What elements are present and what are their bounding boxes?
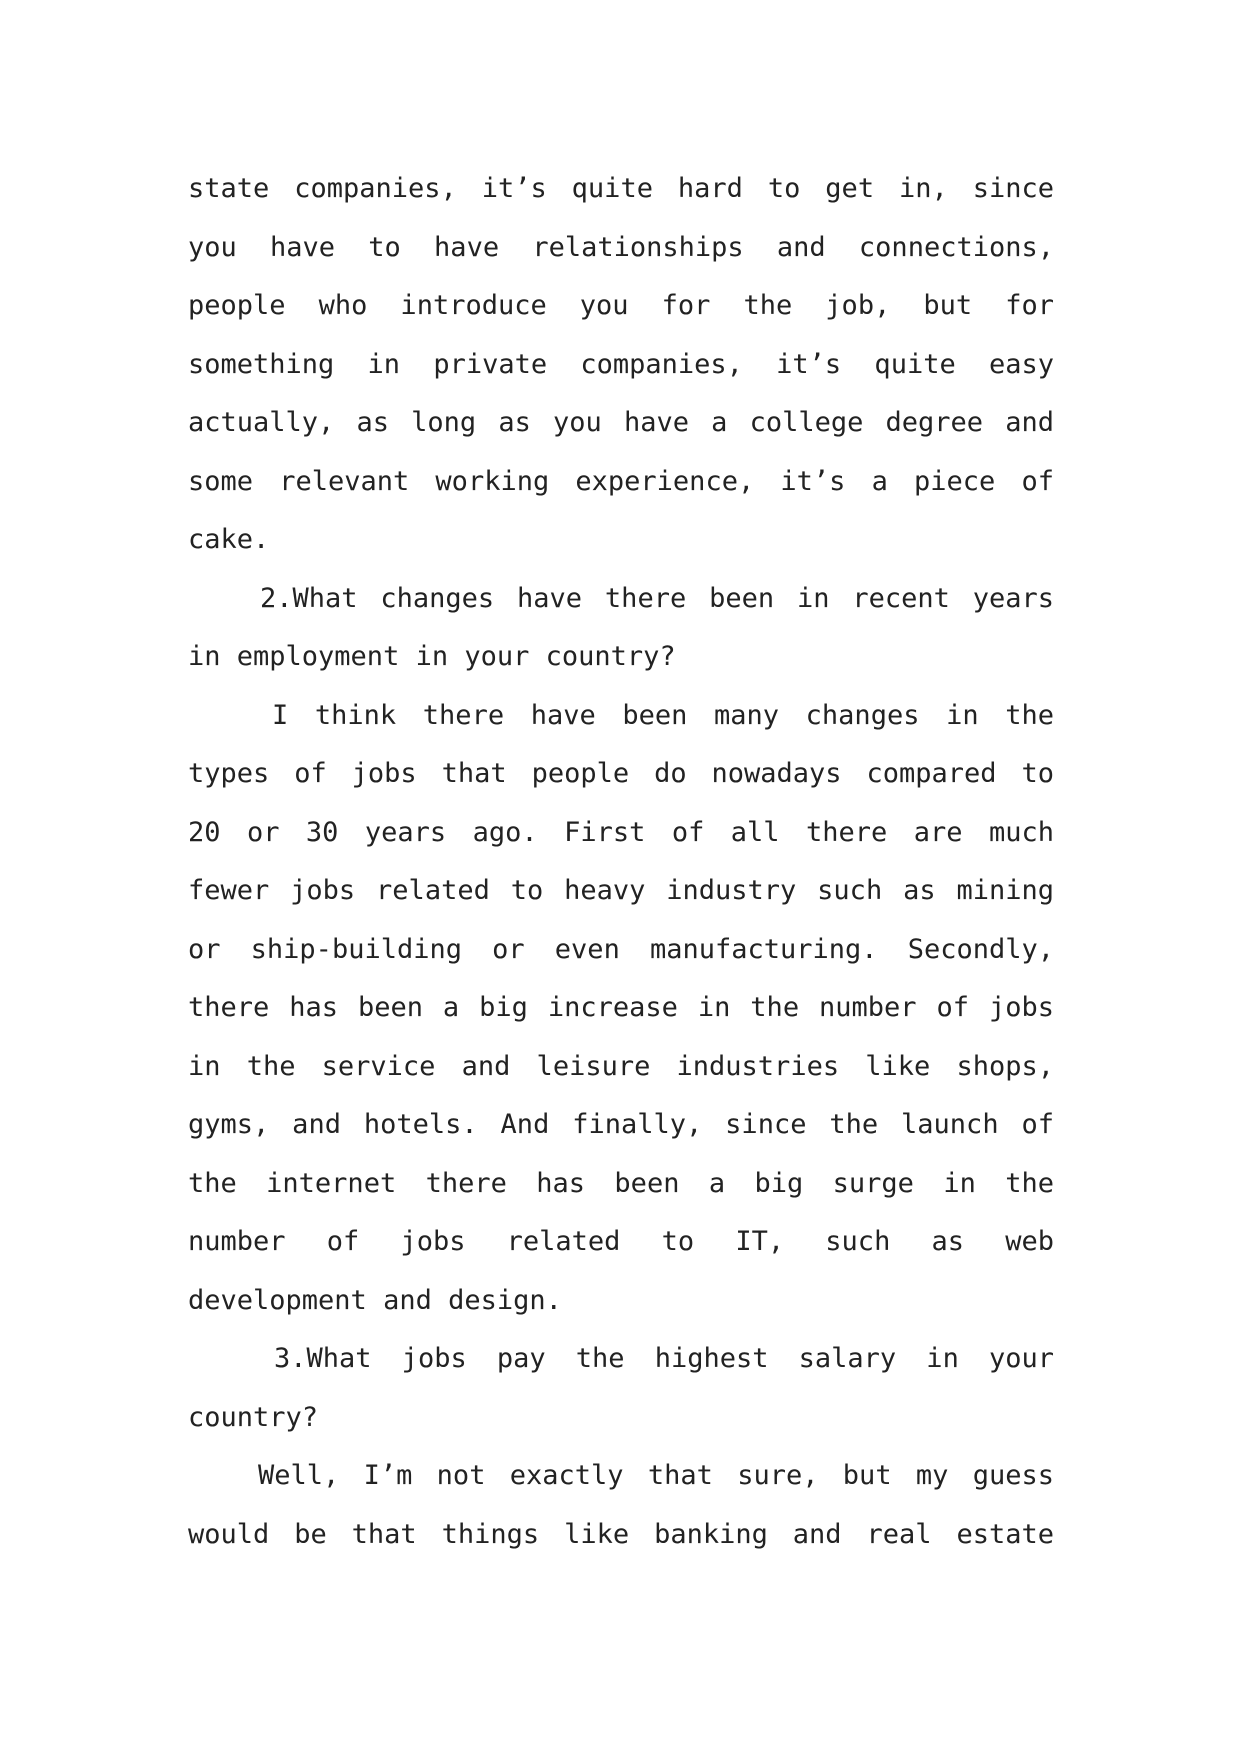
text-line: types of jobs that people do nowadays compared to bbox=[188, 758, 1054, 789]
text-line: number of jobs related to IT, such as web bbox=[188, 1226, 1054, 1257]
text-line: cake. bbox=[188, 524, 270, 555]
text-line: would be that things like banking and real estate bbox=[188, 1518, 1054, 1550]
text-line: 20 or 30 years ago. First of all there are much bbox=[188, 816, 1054, 848]
text-line: Well, I’m not exactly that sure, but my guess bbox=[258, 1460, 1054, 1491]
text-line: people who introduce you for the job, but for bbox=[188, 290, 1054, 321]
text-line: 3.What jobs pay the highest salary in your bbox=[274, 1343, 1054, 1374]
text-line: I think there have been many changes in the bbox=[272, 699, 1054, 731]
text-line: in the service and leisure industries like shops, bbox=[188, 1050, 1054, 1082]
document-body bbox=[188, 160, 1054, 1564]
text-line: 2.What changes have there been in recent years bbox=[260, 582, 1054, 614]
text-line: you have to have relationships and connections, bbox=[188, 231, 1054, 263]
text-line: fewer jobs related to heavy industry such as mining bbox=[188, 875, 1054, 906]
text-line: state companies, it’s quite hard to get in, since bbox=[188, 173, 1054, 204]
text-line: in employment in your country? bbox=[188, 641, 676, 672]
text-line: the internet there has been a big surge in the bbox=[188, 1167, 1054, 1199]
text-line: country? bbox=[188, 1401, 319, 1433]
text-line: or ship-building or even manufacturing. Secondly, bbox=[188, 933, 1054, 965]
text-line: some relevant working experience, it’s a piece of bbox=[188, 465, 1054, 497]
text-line: there has been a big increase in the number of jobs bbox=[188, 992, 1054, 1023]
text-line: something in private companies, it’s quite easy bbox=[188, 348, 1054, 380]
text-line: gyms, and hotels. And finally, since the launch of bbox=[188, 1109, 1054, 1140]
text-line: development and design. bbox=[188, 1284, 562, 1316]
text-line: actually, as long as you have a college degree and bbox=[188, 407, 1054, 438]
